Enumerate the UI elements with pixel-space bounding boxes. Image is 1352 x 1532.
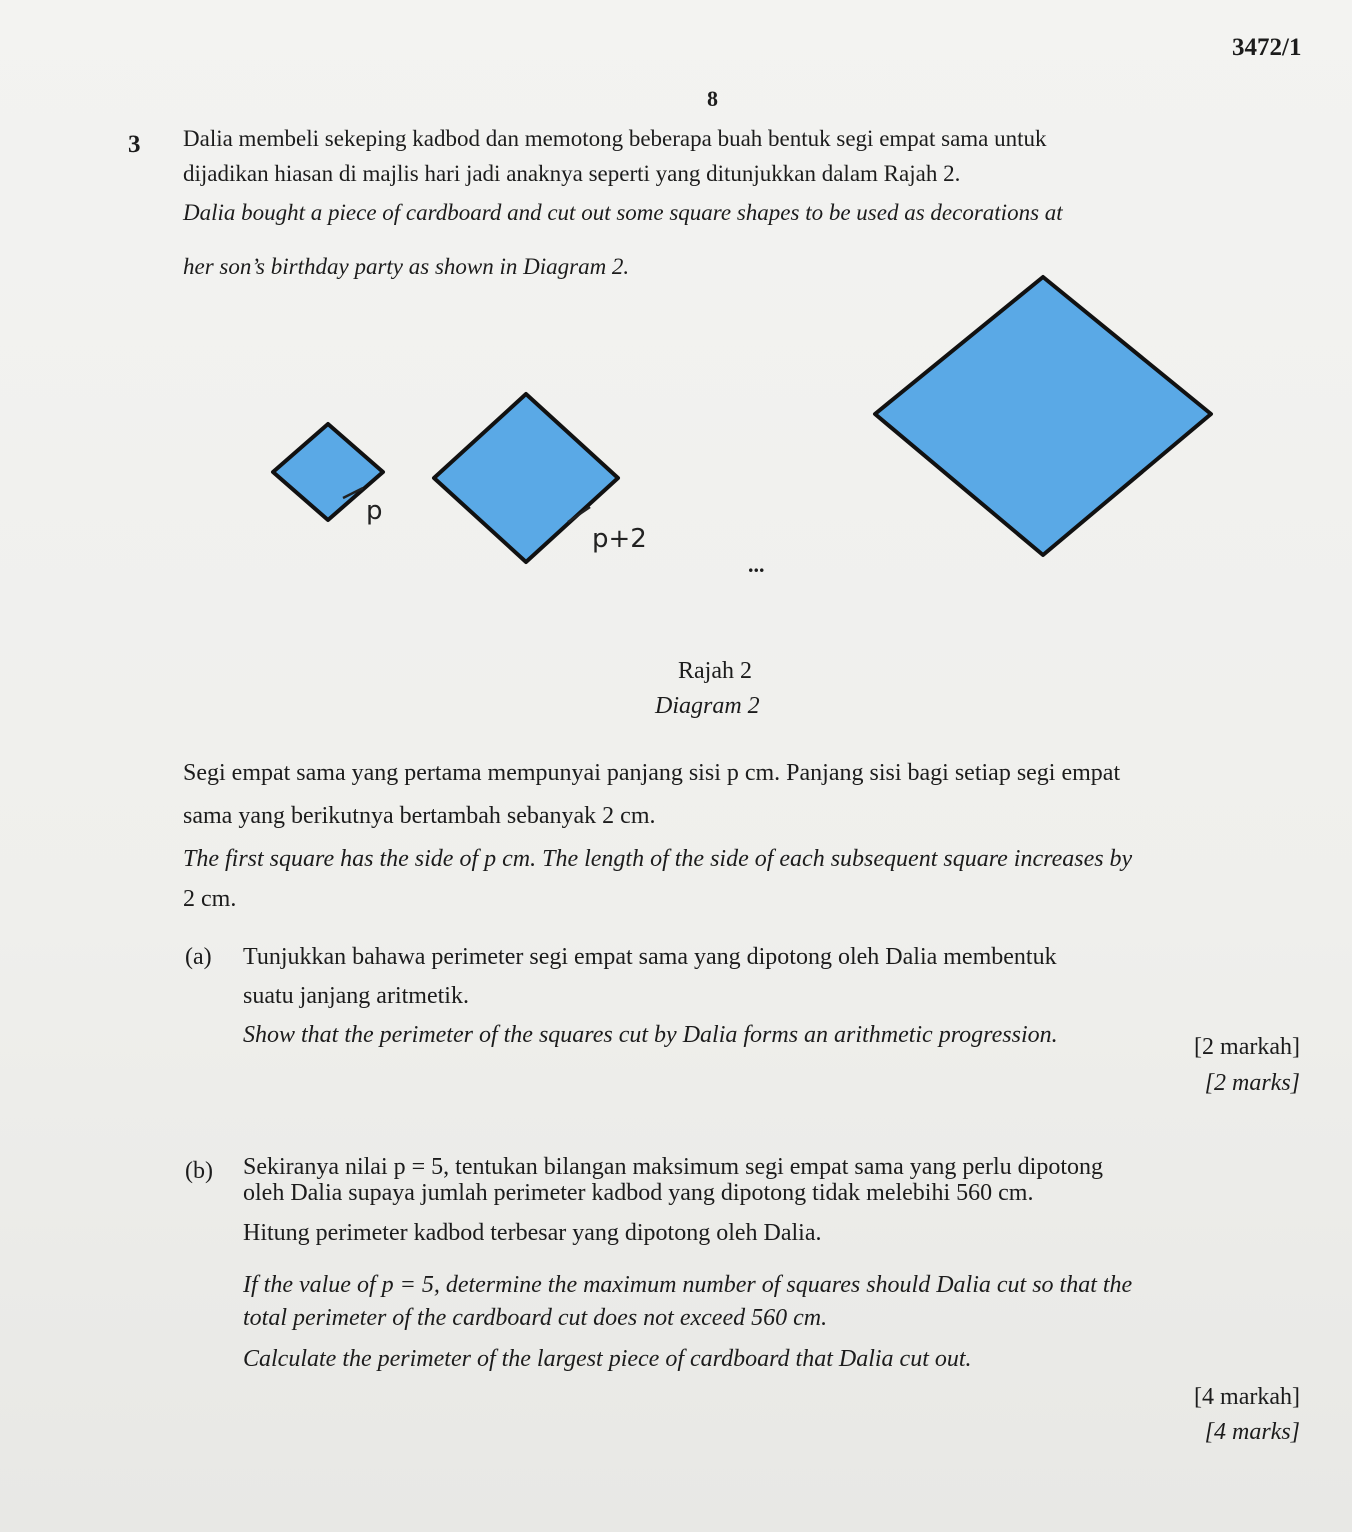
part-b-ms-line-2: oleh Dalia supaya jumlah perimeter kadbod yang dipotong tidak melebihi 560 cm. — [243, 1180, 1034, 1206]
caption-ms: Rajah 2 — [678, 658, 752, 684]
part-b-marks-en: [4 marks] — [1204, 1419, 1300, 1445]
part-b-en-line-3: Calculate the perimeter of the largest piece of cardboard that Dalia cut out. — [243, 1346, 972, 1372]
part-b-label: (b) — [185, 1158, 213, 1184]
stem-ms-line-1: Segi empat sama yang pertama mempunyai panjang sisi p cm. Panjang sisi bagi setiap segi empat — [183, 760, 1121, 786]
stem-en-line-1: The first square has the side of p cm. The length of the side of each subsequent square increases by — [183, 846, 1133, 872]
part-b-marks-ms: [4 markah] — [1194, 1384, 1300, 1410]
paper-code: 3472/1 — [1232, 34, 1302, 61]
intro-en-line-1: Dalia bought a piece of cardboard and cut out some square shapes to be used as decorations at — [183, 200, 1063, 225]
part-b-ms-line-3: Hitung perimeter kadbod terbesar yang dipotong oleh Dalia. — [243, 1220, 822, 1246]
stem-en-line-2: 2 cm. — [183, 886, 237, 912]
stem-ms-line-2: sama yang berikutnya bertambah sebanyak 2 cm. — [183, 803, 656, 829]
question-number: 3 — [128, 131, 141, 158]
part-b-en-line-1: If the value of p = 5, determine the maximum number of squares should Dalia cut so that the — [243, 1272, 1133, 1298]
square-medium — [434, 394, 618, 562]
square-large — [875, 277, 1211, 555]
part-b-en-line-2: total perimeter of the cardboard cut does not exceed 560 cm. — [243, 1305, 828, 1331]
label-p: p — [366, 496, 383, 526]
intro-en-line-2: her son’s birthday party as shown in Diagram 2. — [183, 254, 630, 279]
diagram-squares — [0, 0, 1352, 760]
part-a-ms-line-2: suatu janjang aritmetik. — [243, 983, 469, 1009]
part-a-ms-line-1: Tunjukkan bahawa perimeter segi empat sama yang dipotong oleh Dalia membentuk — [243, 944, 1057, 970]
part-a-marks-ms: [2 markah] — [1194, 1034, 1300, 1060]
ellipsis: ... — [748, 552, 765, 577]
intro-ms-line-2: dijadikan hiasan di majlis hari jadi anaknya seperti yang ditunjukkan dalam Rajah 2. — [183, 161, 961, 186]
part-a-label: (a) — [185, 944, 212, 970]
intro-ms-line-1: Dalia membeli sekeping kadbod dan memotong beberapa buah bentuk segi empat sama untuk — [183, 126, 1047, 151]
caption-en: Diagram 2 — [655, 693, 760, 719]
page-number: 8 — [707, 86, 718, 111]
part-a-en: Show that the perimeter of the squares cut by Dalia forms an arithmetic progression. — [243, 1022, 1058, 1048]
part-b-ms-line-1: Sekiranya nilai p = 5, tentukan bilangan maksimum segi empat sama yang perlu dipotong — [243, 1154, 1104, 1180]
label-p-plus-2: p+2 — [592, 524, 647, 554]
part-a-marks-en: [2 marks] — [1204, 1070, 1300, 1096]
